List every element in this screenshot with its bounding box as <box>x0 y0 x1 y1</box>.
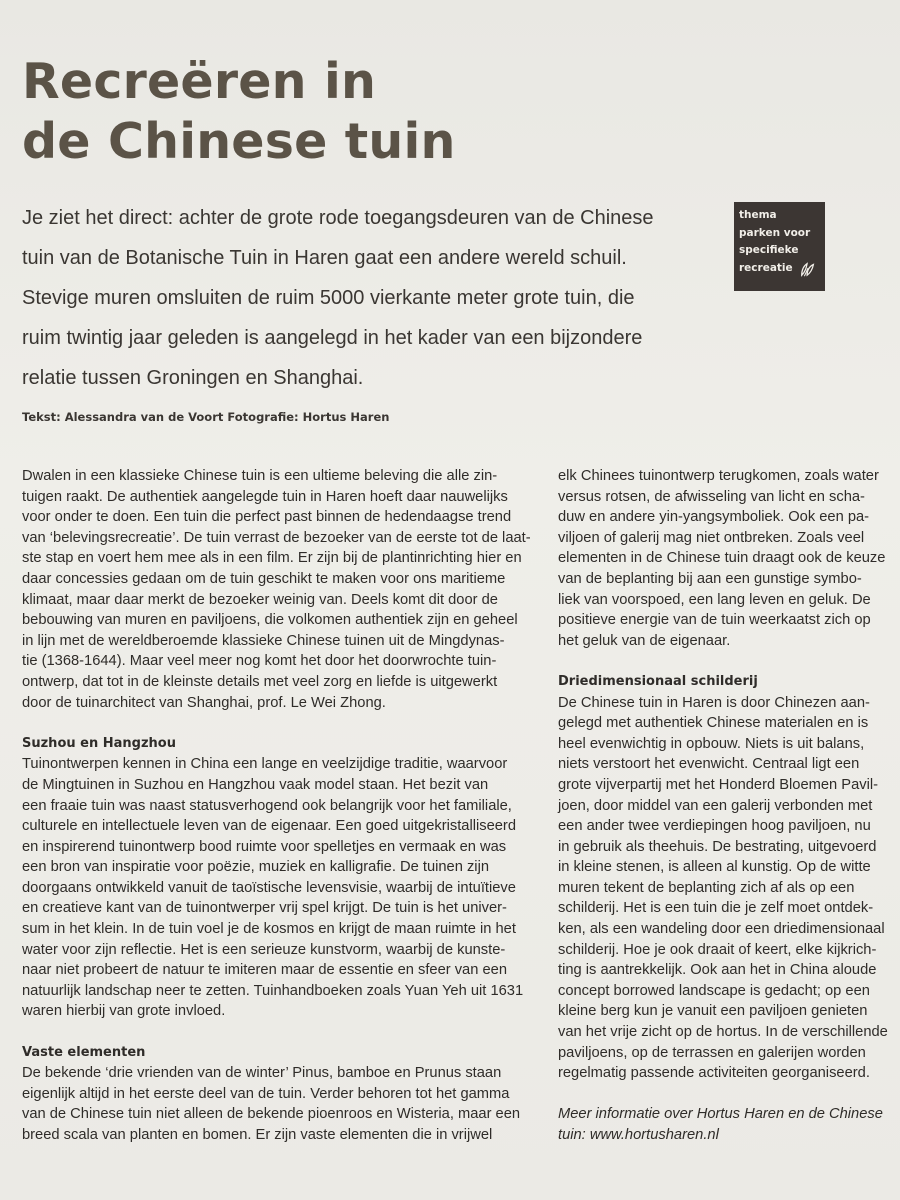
body-text-line: een ander twee verdiepingen hoog paviljoen, nu <box>558 818 871 835</box>
intro-line: ruim twintig jaar geleden is aangelegd in het kader van een bijzondere <box>22 327 643 349</box>
body-text-line: kleine berg kun je vanuit een paviljoen genieten <box>558 1003 868 1020</box>
body-text-line: klimaat, maar daar merkt de bezoeker weinig van. Deels komt dit door de <box>22 591 498 608</box>
body-text-line: sum in het klein. In de tuin voel je de kosmos en krijgt de maan ruimte in het <box>22 921 516 938</box>
body-text-line: schilderij. Het is een tuin die je zelf moet ontdek- <box>558 900 874 917</box>
body-text-line: in lijn met de wereldberoemde klassieke Chinese tuinen uit de Mingdynas- <box>22 632 505 649</box>
badge-line: parken voor <box>739 226 811 239</box>
body-text-line: tie (1368-1644). Maar veel meer nog komt het door het doorwrochte tuin- <box>22 653 497 670</box>
title-line: Recreëren in <box>22 53 377 110</box>
body-text-line: breed scala van planten en bomen. Er zijn vaste elementen die in vrijwel <box>22 1127 493 1143</box>
section-heading: Suzhou en Hangzhou <box>22 735 176 751</box>
body-text-line: duw en andere yin-yangsymboliek. Ook een pa- <box>558 509 870 526</box>
badge-line: recreatie <box>739 261 793 274</box>
body-text-line: van de beplanting bij aan een gunstige symbo- <box>558 570 862 587</box>
body-text-line: eigenlijk altijd in het eerste deel van de tuin. Verder behoren tot het gamma <box>22 1085 510 1102</box>
body-text-line: elementen in de Chinese tuin draagt ook de keuze <box>558 550 886 567</box>
body-text-line: bebouwing van muren en paviljoens, die volkomen authentiek zijn en geheel <box>22 612 518 629</box>
body-text-line: en creatieve kant van de tuinontwerper vrij spel krijgt. De tuin is het univer- <box>22 900 507 917</box>
body-text-line: van het vrije zicht op de hortus. In de verschillende <box>558 1024 888 1041</box>
body-text-line: ken, als een wandeling door een driedimensionaal <box>558 921 885 938</box>
article-title <box>22 52 582 172</box>
theme-badge <box>734 202 825 291</box>
body-text-line: grote vijverpartij met het Honderd Bloemen Pavil- <box>558 776 879 793</box>
body-text-line: gelegd met authentiek Chinese materialen en is <box>558 715 869 732</box>
body-text-line: versus rotsen, de afwisseling van licht en scha- <box>558 488 865 505</box>
article-intro <box>22 198 662 398</box>
body-text-line: ting is aantrekkelijk. Ook aan het in China aloude <box>558 962 877 979</box>
body-text-line: ste stap en voert hem mee als in een film. Er zijn bij de plantinrichting hier en <box>22 550 522 567</box>
body-text-line: daar concessies gedaan om de tuin geschikt te maken voor ons maritieme <box>22 570 506 587</box>
paragraph-gap <box>558 1084 891 1105</box>
right-column <box>558 466 891 1146</box>
body-text-line: schilderij. Hoe je ook draait of keert, elke kijkrich- <box>558 941 877 958</box>
body-text-line: concept borrowed landscape is gedacht; op een <box>558 982 870 999</box>
paragraph-gap <box>22 713 512 734</box>
intro-line: Je ziet het direct: achter de grote rode toegangsdeuren van de Chinese <box>22 207 654 229</box>
body-text-line: regelmatig passende activiteiten georganiseerd. <box>558 1065 870 1082</box>
body-text-line: muren tekent de beplanting zich af als op een <box>558 879 855 896</box>
body-text-line: van de Chinese tuin niet alleen de bekende pioenroos en Wisteria, maar een <box>22 1106 521 1123</box>
body-text-line: naar niet probeert de natuur te imiteren maar de essentie en sfeer van een <box>22 962 507 979</box>
body-text-line: liek van voorspoed, een lang leven en geluk. De <box>558 591 871 608</box>
body-text-line: heel evenwichtig in opbouw. Niets is uit balans, <box>558 735 865 752</box>
info-note-line: Meer informatie over Hortus Haren en de Chinese <box>558 1106 883 1123</box>
section-heading: Driedimensionaal schilderij <box>558 673 758 689</box>
body-text-line: paviljoens, op de terrassen en galerijen worden <box>558 1044 866 1061</box>
title-line: de Chinese tuin <box>22 113 456 170</box>
body-text-line: joen, door middel van een galerij verbonden met <box>558 797 873 814</box>
info-note-line: tuin: www.hortusharen.nl <box>558 1127 719 1143</box>
badge-line: thema <box>739 209 777 221</box>
body-text-line: een bron van inspiratie voor poëzie, muziek en kalligrafie. De tuinen zijn <box>22 859 489 876</box>
intro-line: Stevige muren omsluiten de ruim 5000 vierkante meter grote tuin, die <box>22 287 635 309</box>
body-text-line: Tuinontwerpen kennen in China een lange en veelzijdige traditie, waarvoor <box>22 756 508 773</box>
body-text-line: De bekende ‘drie vrienden van de winter’ Pinus, bamboe en Prunus staan <box>22 1065 502 1082</box>
body-text-line: voor onder te doen. Een tuin die perfect past binnen de hedendaagse trend <box>22 509 512 526</box>
badge-line: specifieke <box>739 244 799 256</box>
body-text-line: culturele en intellectuele leven van de eigenaar. Een goed uitgekristalliseerd <box>22 818 516 835</box>
body-text-line: de Mingtuinen in Suzhou en Hangzhou vaak model staan. Het bezit van <box>22 776 489 793</box>
body-text-line: water voor zijn reflectie. Het is een serieuze kunstvorm, waarbij de kunste- <box>22 941 506 958</box>
paragraph-gap <box>558 651 891 672</box>
body-text-line: niets verstoort het evenwicht. Centraal ligt een <box>558 756 860 773</box>
body-text-line: ontwerp, dat tot in de kleinste details met veel zorg en liefde is uitgewerkt <box>22 673 498 690</box>
body-text-line: tuigen raakt. De authentiek aangelegde tuin in Haren hoeft daar nauwelijks <box>22 488 508 505</box>
section-heading: Vaste elementen <box>22 1044 146 1060</box>
intro-line: relatie tussen Groningen en Shanghai. <box>22 367 364 389</box>
paragraph-gap <box>22 1022 512 1043</box>
body-text-line: natuurlijk landschap neer te zetten. Tuinhandboeken zoals Yuan Yeh uit 1631 <box>22 982 524 999</box>
body-text-line: en inspirerend tuinontwerp bood ruimte voor spelletjes en vermaak en was <box>22 838 507 855</box>
intro-line: tuin van de Botanische Tuin in Haren gaat een andere wereld schuil. <box>22 247 627 269</box>
body-text-line: in kleine stenen, is alleen al kunstig. Op de witte <box>558 859 871 876</box>
body-text-line: De Chinese tuin in Haren is door Chinezen aan- <box>558 694 870 711</box>
body-text-line: doorgaans ontwikkeld vanuit de taoïstische levensvisie, waarbij de intuïtieve <box>22 879 516 896</box>
body-text-line: door de tuinarchitect van Shanghai, prof. Le Wei Zhong. <box>22 694 386 711</box>
body-text-line: viljoen of galerij mag niet ontbreken. Zoals veel <box>558 529 865 546</box>
body-text-line: positieve energie van de tuin weerkaatst zich op <box>558 612 871 629</box>
article-credits: Tekst: Alessandra van de Voort Fotografie: Hortus Haren <box>22 410 390 424</box>
left-column <box>22 466 531 1146</box>
body-text-line: waren hierbij van grote invloed. <box>22 1003 226 1020</box>
body-text-line: elk Chinees tuinontwerp terugkomen, zoals water <box>558 468 879 484</box>
leaf-icon <box>799 260 817 278</box>
body-text-line: Dwalen in een klassieke Chinese tuin is een ultieme beleving die alle zin- <box>22 468 498 484</box>
body-text-line: van ‘belevingsrecreatie’. De tuin verrast de bezoeker van de eerste tot de laat- <box>22 529 531 546</box>
body-text-line: het geluk van de eigenaar. <box>558 632 731 649</box>
body-text-line: een fraaie tuin was naast statusverhogend ook belangrijk voor het familiale, <box>22 797 512 814</box>
body-text-line: in gebruik als theehuis. De bestrating, uitgevoerd <box>558 838 877 855</box>
